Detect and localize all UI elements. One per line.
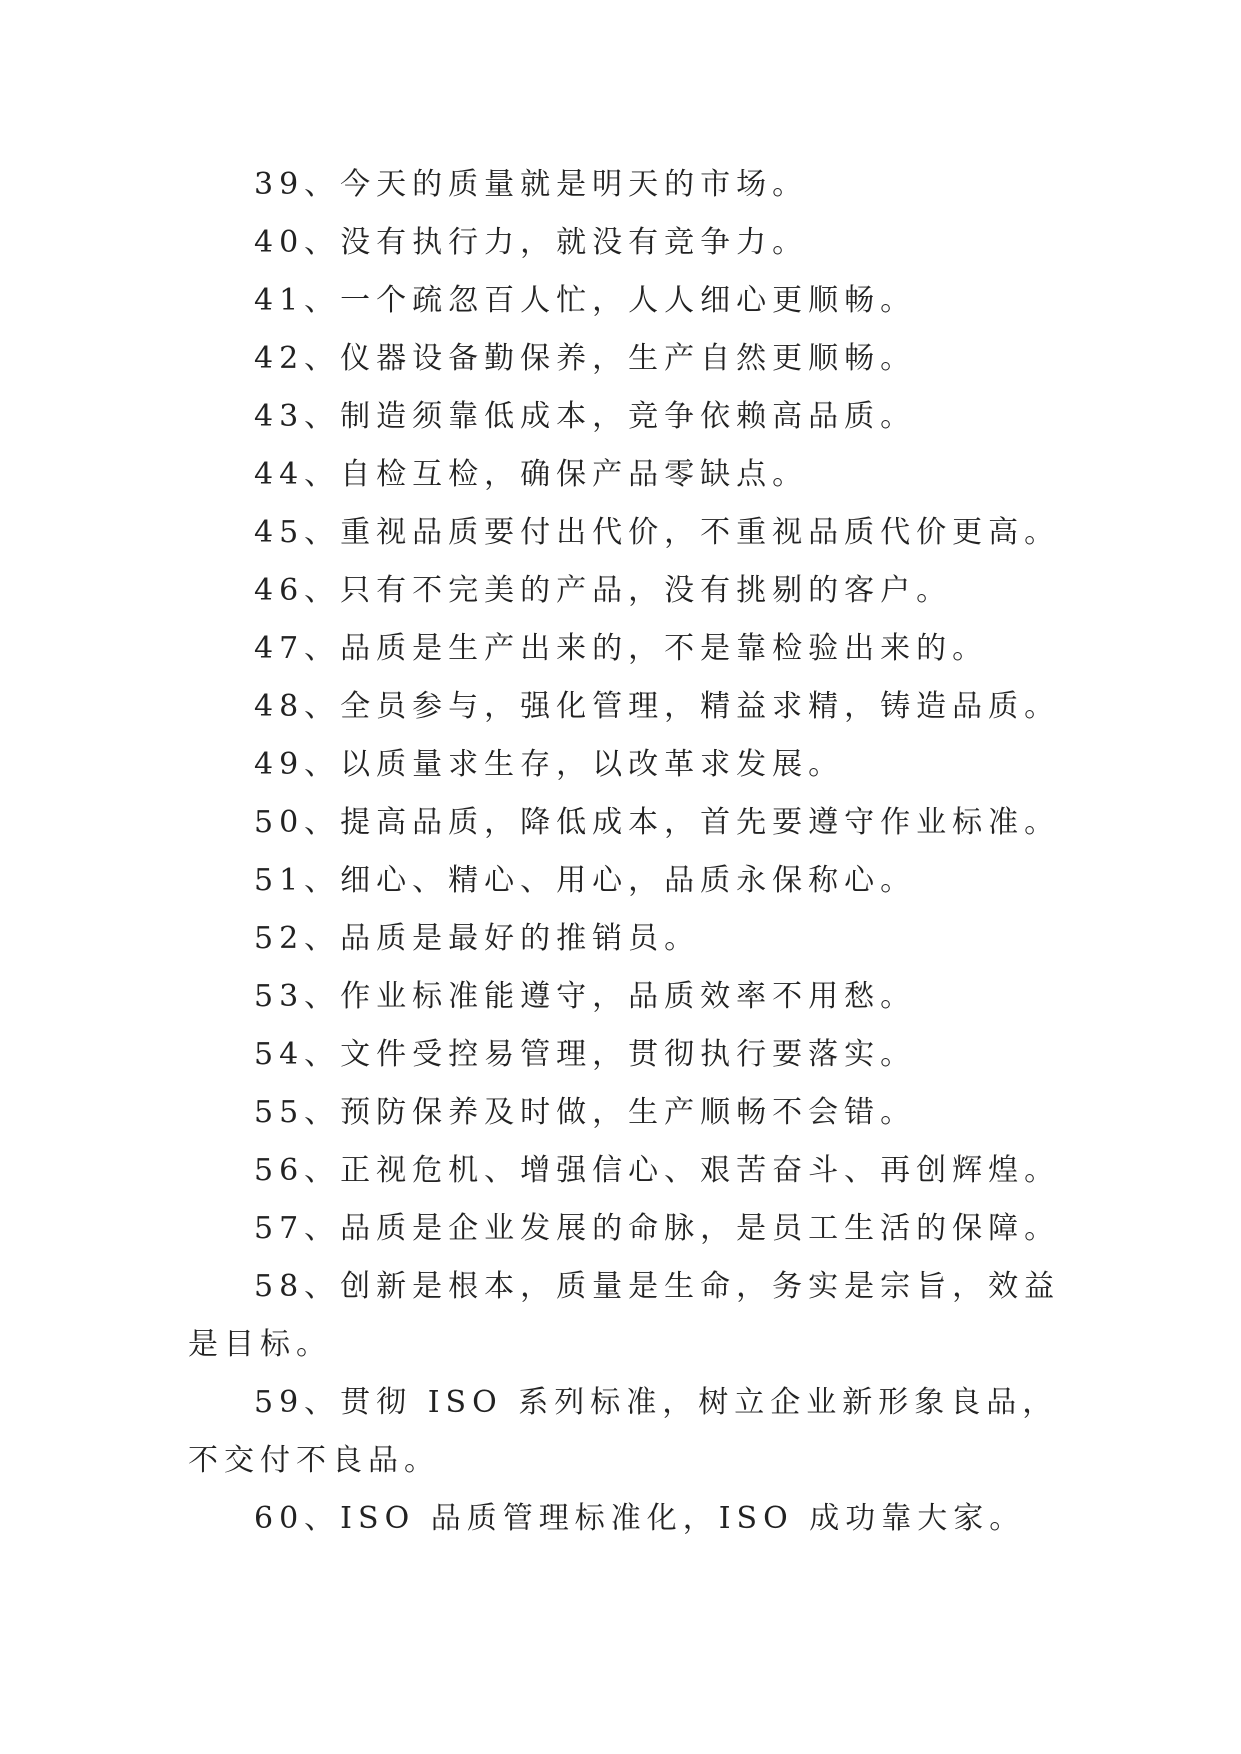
- list-item: 48、全员参与，强化管理，精益求精，铸造品质。: [254, 689, 1061, 724]
- list-item: 59、贯彻 ISO 系列标准，树立企业新形象良品，不交付不良品。: [188, 1385, 1059, 1478]
- list-item: 45、重视品质要付出代价，不重视品质代价更高。: [254, 515, 1061, 550]
- list-item: 42、仪器设备勤保养，生产自然更顺畅。: [254, 341, 917, 376]
- list-item: 56、正视危机、增强信心、艰苦奋斗、再创辉煌。: [254, 1153, 1061, 1188]
- list-item: 46、只有不完美的产品，没有挑剔的客户。: [254, 573, 953, 608]
- list-item: 57、品质是企业发展的命脉，是员工生活的保障。: [254, 1211, 1061, 1246]
- list-item: 55、预防保养及时做，生产顺畅不会错。: [254, 1095, 917, 1130]
- list-item: 52、品质是最好的推销员。: [254, 921, 701, 956]
- list-item: 58、创新是根本，质量是生命，务实是宗旨，效益是目标。: [188, 1269, 1061, 1362]
- list-item: 50、提高品质，降低成本，首先要遵守作业标准。: [254, 805, 1061, 840]
- slogan-list: [188, 156, 1068, 1548]
- list-item: 44、自检互检，确保产品零缺点。: [254, 457, 809, 492]
- list-item: 43、制造须靠低成本，竞争依赖高品质。: [254, 399, 917, 434]
- list-item: 41、一个疏忽百人忙，人人细心更顺畅。: [254, 283, 917, 318]
- list-item: 60、ISO 品质管理标准化，ISO 成功靠大家。: [254, 1501, 1026, 1536]
- list-item: 53、作业标准能遵守，品质效率不用愁。: [254, 979, 917, 1014]
- list-item: 49、以质量求生存，以改革求发展。: [254, 747, 845, 782]
- list-item: 39、今天的质量就是明天的市场。: [254, 167, 809, 202]
- list-item: 51、细心、精心、用心，品质永保称心。: [254, 863, 917, 898]
- list-item: 40、没有执行力，就没有竞争力。: [254, 225, 809, 260]
- list-item: 54、文件受控易管理，贯彻执行要落实。: [254, 1037, 917, 1072]
- list-item: 47、品质是生产出来的，不是靠检验出来的。: [254, 631, 989, 666]
